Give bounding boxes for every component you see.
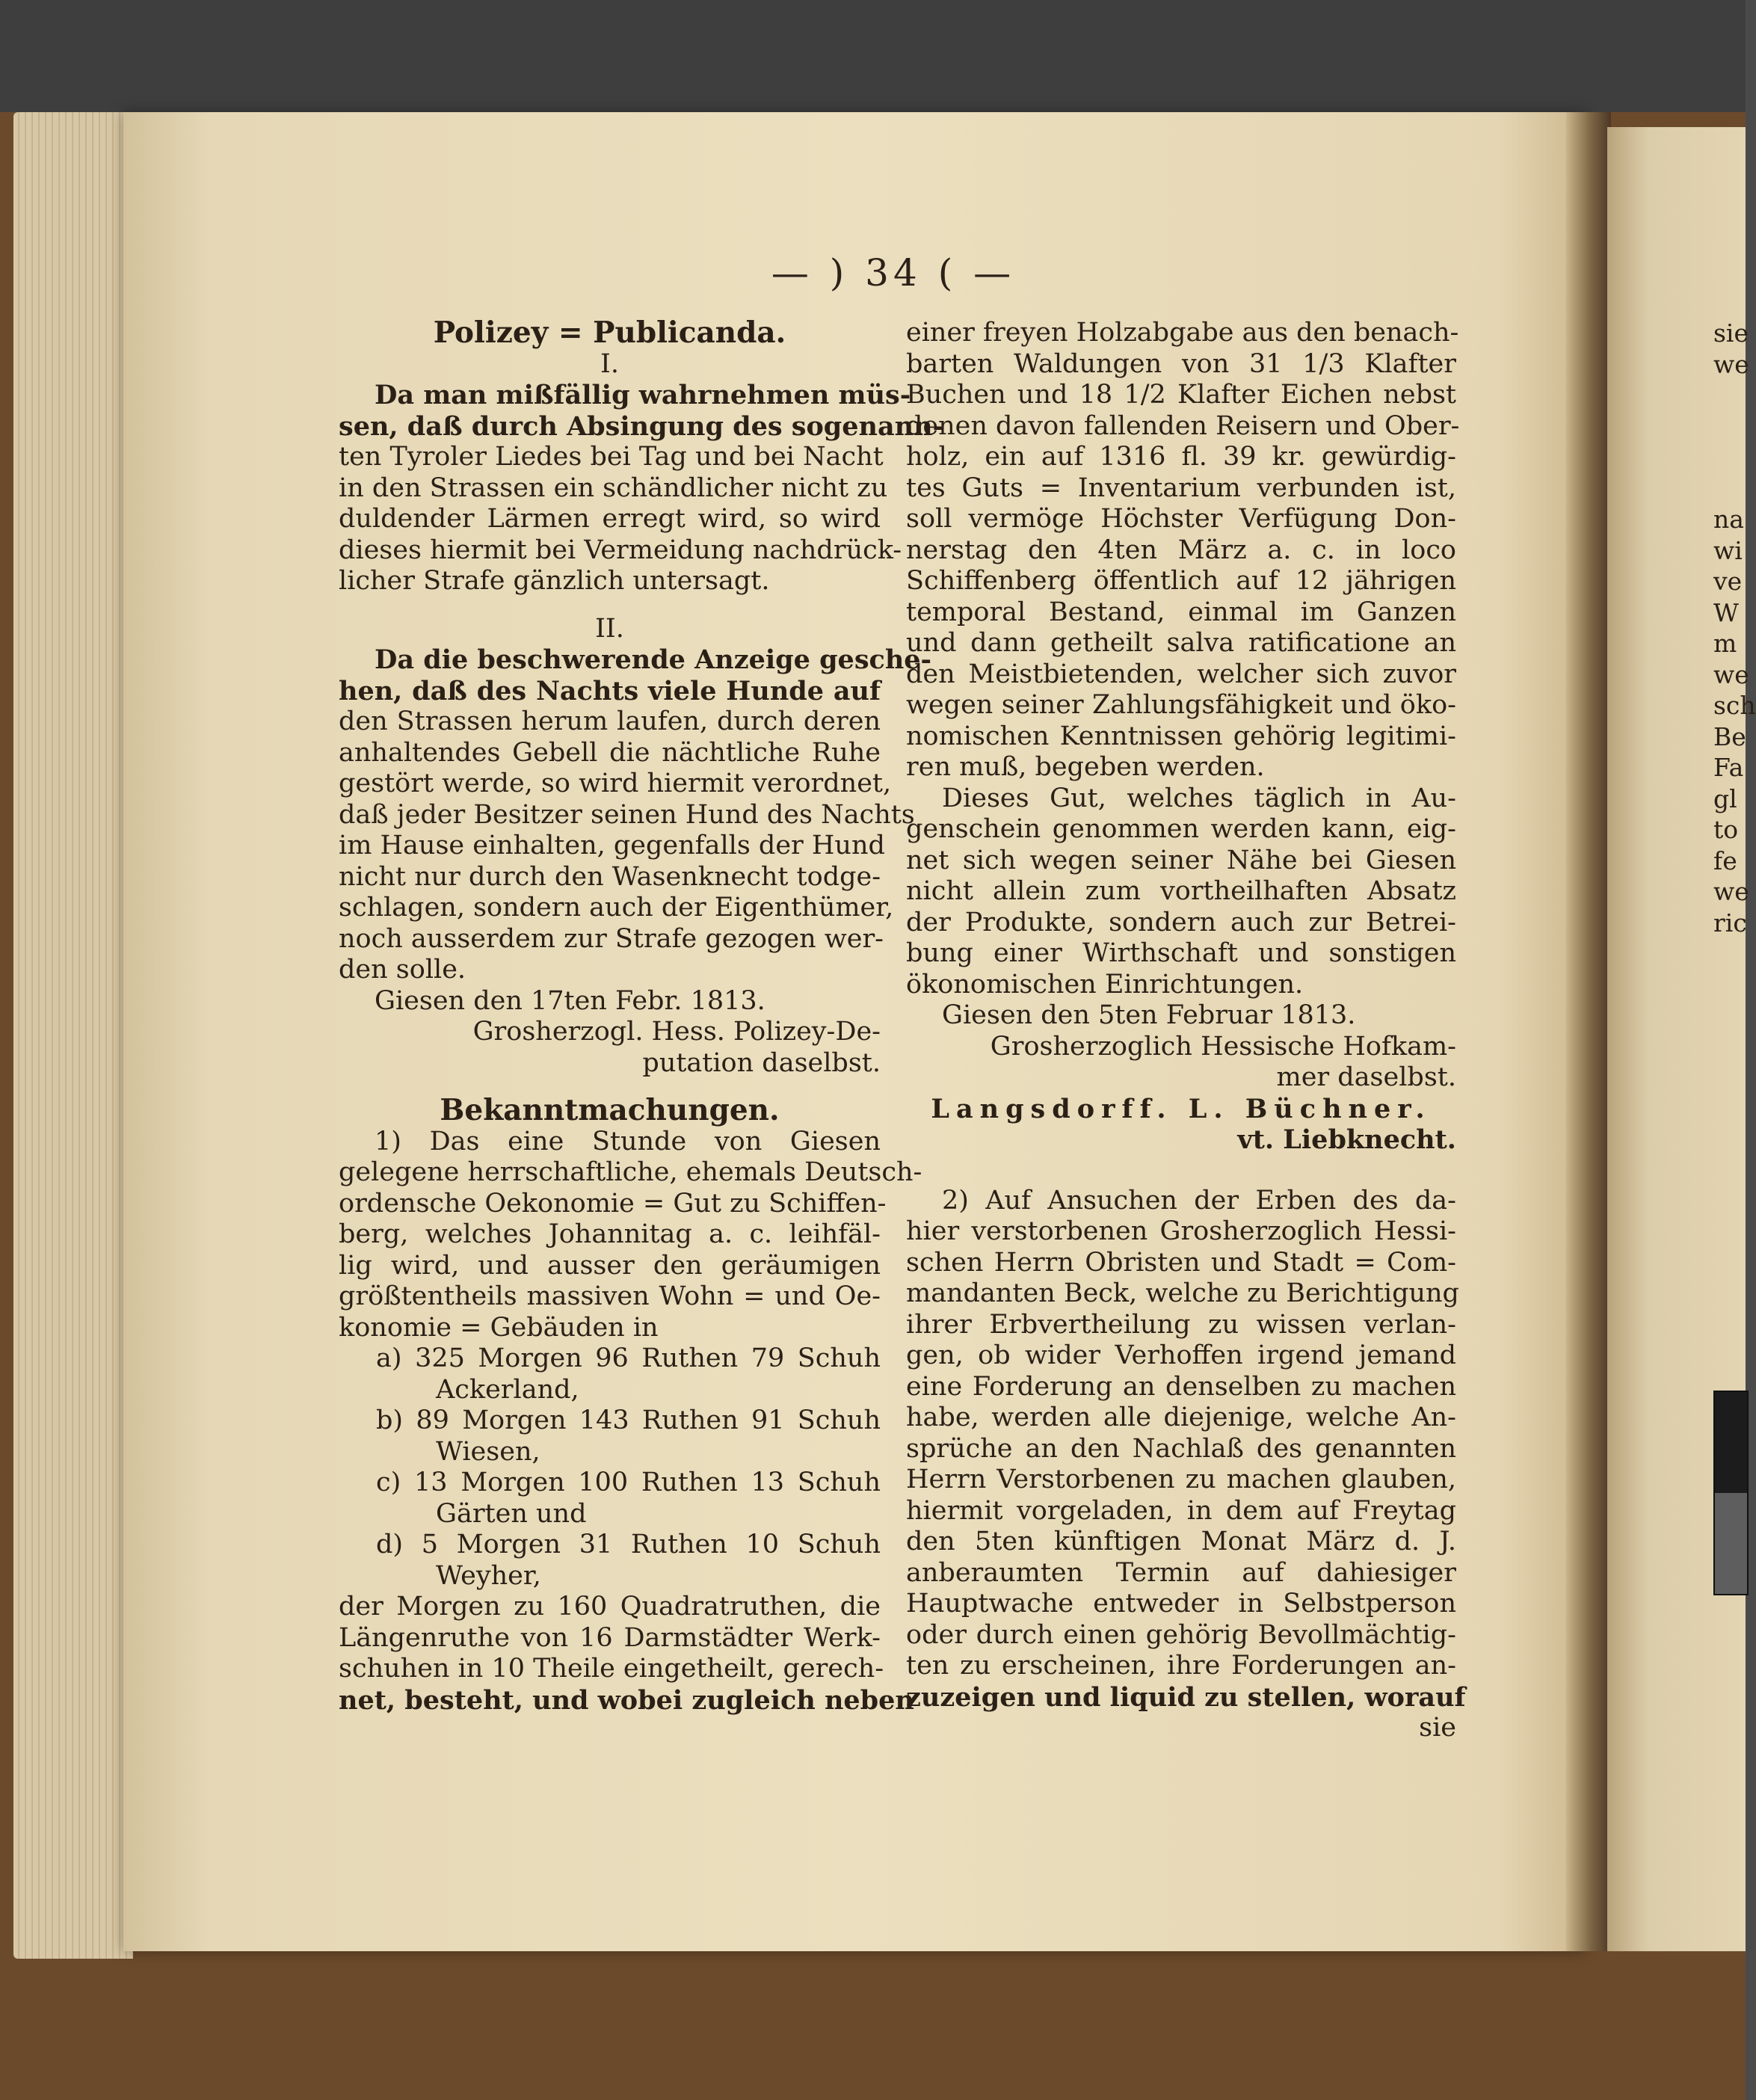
text-line: gen, ob wider Verhoffen irgend jemand bbox=[906, 1340, 1456, 1370]
text-line: holz, ein auf 1316 fl. 39 kr. gewürdig- bbox=[906, 442, 1456, 472]
text-line bbox=[906, 1156, 1456, 1186]
text-line: schuhen in 10 Theile eingetheilt, gerech- bbox=[339, 1654, 884, 1684]
text-line: 1) Das eine Stunde von Giesen bbox=[375, 1126, 881, 1157]
text-line: anberaumten Termin auf dahiesiger bbox=[906, 1557, 1456, 1588]
text-line: duldender Lärmen erregt wird, so wird bbox=[339, 504, 881, 534]
fragment-line: m bbox=[1713, 629, 1737, 658]
text-line: net sich wegen seiner Nähe bei Giesen bbox=[906, 845, 1456, 875]
text-line: a) 325 Morgen 96 Ruthen 79 Schuh bbox=[376, 1343, 881, 1373]
text-line: tes Guts = Inventarium verbunden ist, bbox=[906, 472, 1456, 503]
text-line: Ackerland, bbox=[436, 1374, 579, 1405]
text-line: einer freyen Holzabgabe aus den benach- bbox=[906, 318, 1459, 348]
text-line: Giesen den 17ten Febr. 1813. bbox=[375, 985, 765, 1016]
fragment-line: na bbox=[1713, 505, 1744, 534]
fragment-line: wi bbox=[1713, 535, 1743, 565]
text-line: net, besteht, und wobei zugleich neben bbox=[339, 1684, 914, 1716]
text-line: vt. Liebknecht. bbox=[1237, 1124, 1456, 1155]
text-line: ten zu erscheinen, ihre Forderungen an- bbox=[906, 1651, 1456, 1681]
text-line: der Morgen zu 160 Quadratruthen, die bbox=[339, 1592, 881, 1622]
text-line: II. bbox=[595, 613, 624, 644]
fragment-line: sie bbox=[1713, 318, 1749, 348]
text-line: Schiffenberg öffentlich auf 12 jährigen bbox=[906, 566, 1456, 596]
fragment-line: Be bbox=[1713, 721, 1746, 751]
text-line: sie bbox=[1419, 1713, 1456, 1743]
text-line: d) 5 Morgen 31 Ruthen 10 Schuh bbox=[376, 1530, 881, 1559]
text-line: Längenruthe von 16 Darmstädter Werk- bbox=[339, 1622, 881, 1653]
text-line: hier verstorbenen Grosherzoglich Hessi- bbox=[906, 1216, 1456, 1246]
text-line: noch ausserdem zur Strafe gezogen wer- bbox=[339, 923, 884, 954]
text-line: dieses hiermit bei Vermeidung nachdrück- bbox=[339, 535, 902, 565]
fragment-line bbox=[1713, 442, 1746, 473]
text-line: den 5ten künftigen Monat März d. J. bbox=[906, 1527, 1456, 1556]
fragment-line: we bbox=[1713, 877, 1749, 906]
text-line: ökonomischen Einrichtungen. bbox=[906, 969, 1304, 1000]
text-line: gestört werde, so wird hiermit verordnet, bbox=[339, 769, 892, 798]
text-line: berg, welches Johannitag a. c. leihfäl- bbox=[339, 1219, 881, 1249]
text-line: ihrer Erbvertheilung zu wissen verlan- bbox=[906, 1309, 1456, 1340]
text-line: konomie = Gebäuden in bbox=[339, 1312, 659, 1343]
text-line: Buchen und 18 1/2 Klafter Eichen nebst bbox=[906, 380, 1456, 410]
text-line: und dann getheilt salva ratificatione an bbox=[906, 628, 1456, 658]
text-line: den Strassen herum laufen, durch deren bbox=[339, 706, 881, 736]
fragment-line: fe bbox=[1713, 846, 1737, 875]
page-edges bbox=[13, 112, 133, 1959]
fragment-line bbox=[1713, 380, 1746, 411]
text-line: nicht allein zum vortheilhaften Absatz bbox=[906, 876, 1456, 906]
fragment-line: Fa bbox=[1713, 753, 1744, 782]
fragment-line: W bbox=[1713, 597, 1739, 627]
text-line: hiermit vorgeladen, in dem auf Freytag bbox=[906, 1495, 1456, 1526]
text-line: eine Forderung an denselben zu machen bbox=[906, 1371, 1456, 1402]
text-line: Weyher, bbox=[436, 1560, 541, 1591]
text-line: 2) Auf Ansuchen der Erben des da- bbox=[942, 1185, 1456, 1216]
text-line: temporal Bestand, einmal im Ganzen bbox=[906, 597, 1456, 627]
left-column bbox=[339, 315, 944, 1716]
text-line: den solle. bbox=[339, 955, 466, 985]
text-line: lig wird, und ausser den geräumigen bbox=[339, 1250, 881, 1281]
text-line: ordensche Oekonomie = Gut zu Schiffen- bbox=[339, 1188, 887, 1219]
text-line: oder durch einen gehörig Bevollmächtig- bbox=[906, 1619, 1456, 1650]
text-line: Da man mißfällig wahrnehmen müs- bbox=[375, 380, 911, 410]
text-line: mer daselbst. bbox=[1276, 1062, 1456, 1092]
text-line: zuzeigen und liquid zu stellen, worauf bbox=[906, 1681, 1466, 1713]
text-line: Wiesen, bbox=[436, 1436, 540, 1467]
book-gutter bbox=[1566, 112, 1611, 1951]
text-line: Grosherzogl. Hess. Polizey-De- bbox=[472, 1017, 881, 1047]
text-line: hen, daß des Nachts viele Hunde auf bbox=[339, 675, 881, 706]
page-header: — ) 34 ( — bbox=[771, 251, 1016, 295]
text-line: ten Tyroler Liedes bei Tag und bei Nacht bbox=[339, 442, 884, 472]
text-line: wegen seiner Zahlungsfähigkeit und öko- bbox=[906, 690, 1456, 720]
text-line: Gärten und bbox=[436, 1498, 587, 1529]
color-calibration-strip bbox=[1713, 1391, 1749, 1595]
text-line: nomischen Kenntnissen gehörig legitimi- bbox=[906, 721, 1456, 751]
text-line: gelegene herrschaftliche, ehemals Deutsch- bbox=[339, 1157, 922, 1187]
text-line: genschein genommen werden kann, eig- bbox=[906, 814, 1456, 844]
text-line: der Produkte, sondern auch zur Betrei- bbox=[906, 907, 1456, 937]
text-line: Hauptwache entweder in Selbstperson bbox=[906, 1589, 1456, 1619]
text-line: Bekanntmachungen. bbox=[440, 1093, 780, 1127]
fragment-line: sch bbox=[1713, 691, 1756, 720]
text-line: Giesen den 5ten Februar 1813. bbox=[942, 1000, 1356, 1030]
text-line: im Hause einhalten, gegenfalls der Hund bbox=[339, 831, 885, 860]
text-line: anhaltendes Gebell die nächtliche Ruhe bbox=[339, 737, 881, 768]
text-line: b) 89 Morgen 143 Ruthen 91 Schuh bbox=[376, 1405, 881, 1435]
text-line: Polizey = Publicanda. bbox=[433, 315, 786, 350]
text-line: Herrn Verstorbenen zu machen glauben, bbox=[906, 1465, 1456, 1494]
text-line: habe, werden alle diejenige, welche An- bbox=[906, 1402, 1456, 1432]
text-line: sen, daß durch Absingung des sogenann- bbox=[339, 410, 944, 442]
text-line: licher Strafe gänzlich untersagt. bbox=[339, 566, 770, 596]
text-line: Da die beschwerende Anzeige gesche- bbox=[375, 644, 932, 675]
text-line: Langsdorff. L. Büchner. bbox=[931, 1093, 1432, 1124]
text-line: den Meistbietenden, welcher sich zuvor bbox=[906, 659, 1456, 689]
fragment-line: ve bbox=[1713, 567, 1743, 596]
text-line: putation daselbst. bbox=[642, 1047, 881, 1078]
text-line: Grosherzoglich Hessische Hofkam- bbox=[990, 1031, 1456, 1062]
text-line bbox=[339, 597, 881, 614]
text-line: nerstag den 4ten März a. c. in loco bbox=[906, 535, 1456, 565]
text-line: denen davon fallenden Reisern und Ober- bbox=[906, 410, 1460, 441]
text-line: soll vermöge Höchster Verfügung Don- bbox=[906, 504, 1456, 534]
text-line: schlagen, sondern auch der Eigenthümer, bbox=[339, 893, 894, 923]
text-line: barten Waldungen von 31 1/3 Klafter bbox=[906, 348, 1456, 379]
text-line: Dieses Gut, welches täglich in Au- bbox=[942, 783, 1456, 813]
fragment-line: we bbox=[1713, 349, 1749, 379]
fragment-line bbox=[1713, 411, 1746, 443]
text-line: daß jeder Besitzer seinen Hund des Nachts bbox=[339, 799, 915, 830]
text-line: mandanten Beck, welche zu Berichtigung bbox=[906, 1278, 1459, 1308]
text-line: nicht nur durch den Wasenknecht todge- bbox=[339, 861, 881, 892]
text-line: I. bbox=[600, 348, 619, 379]
right-column bbox=[906, 318, 1466, 1744]
fragment-line: ric bbox=[1713, 908, 1747, 937]
text-line: größtentheils massiven Wohn = und Oe- bbox=[339, 1281, 881, 1311]
text-line: sprüche an den Nachlaß des genannten bbox=[906, 1433, 1456, 1464]
next-page-text-fragment bbox=[1713, 318, 1756, 938]
text-line: c) 13 Morgen 100 Ruthen 13 Schuh bbox=[376, 1468, 881, 1497]
fragment-line: we bbox=[1713, 659, 1749, 689]
text-line: in den Strassen ein schändlicher nicht zu bbox=[339, 472, 888, 503]
text-line: bung einer Wirthschaft und sonstigen bbox=[906, 938, 1456, 968]
fragment-line bbox=[1713, 473, 1746, 505]
fragment-line: gl bbox=[1713, 783, 1737, 813]
text-line: schen Herrn Obristen und Stadt = Com- bbox=[906, 1247, 1456, 1278]
text-line: ren muß, begeben werden. bbox=[906, 752, 1265, 782]
fragment-line: to bbox=[1713, 815, 1739, 844]
